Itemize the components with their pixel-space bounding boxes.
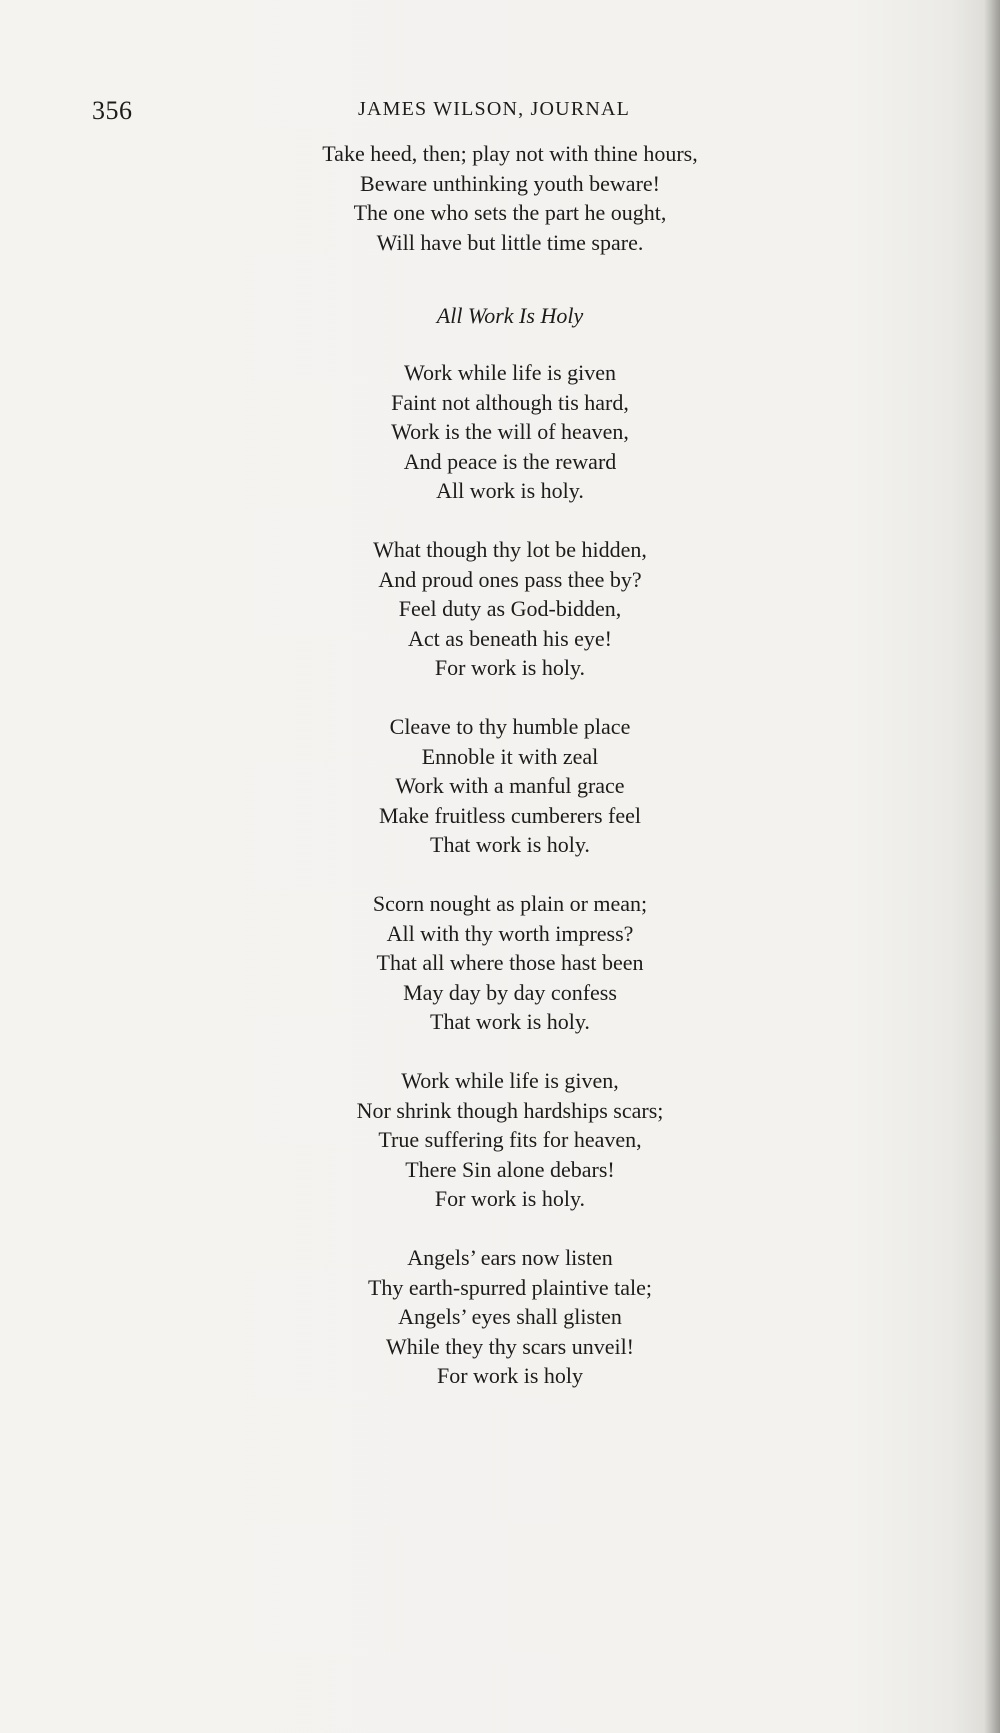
stanza-gap bbox=[200, 1037, 820, 1067]
page-number: 356 bbox=[92, 96, 133, 125]
poem-line: And peace is the reward bbox=[403, 448, 617, 474]
stanza bbox=[200, 1243, 820, 1391]
poem-line: May day by day confess bbox=[403, 979, 617, 1005]
poem-line: There Sin alone debars! bbox=[405, 1156, 615, 1182]
stanza-gap bbox=[200, 287, 820, 301]
poem-line: Make fruitless cumberers feel bbox=[378, 802, 642, 828]
poem-line: Beware unthinking youth beware! bbox=[360, 170, 660, 196]
stanza-gap bbox=[200, 683, 820, 713]
poem-line: All work is holy. bbox=[436, 478, 584, 503]
poem-line: Work with a manful grace bbox=[395, 773, 625, 798]
poem-line: Feel duty as God-bidden, bbox=[398, 596, 622, 621]
poem-line: Cleave to thy humble place bbox=[389, 714, 631, 739]
poem-line: Scorn nought as plain or mean; bbox=[372, 891, 648, 916]
intro-stanza bbox=[200, 139, 820, 257]
poem-line: Faint not although tis hard, bbox=[391, 389, 629, 415]
poem-line: The one who sets the part he ought, bbox=[353, 200, 667, 225]
poem-line: That work is holy. bbox=[430, 832, 590, 857]
poem-line: While they thy scars unveil! bbox=[385, 1333, 635, 1359]
poem-line: For work is holy bbox=[436, 1363, 584, 1388]
stanza bbox=[200, 889, 820, 1037]
poem-line: That work is holy. bbox=[430, 1009, 590, 1034]
stanza bbox=[200, 358, 820, 506]
stanza-gap bbox=[200, 1214, 820, 1244]
poem-line: Ennoble it with zeal bbox=[421, 743, 599, 769]
page-header bbox=[0, 96, 1000, 130]
running-head: JAMES WILSON, JOURNAL bbox=[358, 98, 631, 120]
poem-line: Work while life is given, bbox=[401, 1068, 619, 1093]
poem-line: Will have but little time spare. bbox=[376, 229, 644, 255]
poem-line: Work while life is given bbox=[403, 360, 617, 385]
poem-line: For work is holy. bbox=[434, 655, 586, 680]
poem-title: All Work Is Holy bbox=[436, 302, 584, 328]
poem-line: Angels’ ears now listen bbox=[407, 1245, 613, 1270]
title-gap bbox=[200, 330, 820, 344]
stanza-gap bbox=[200, 257, 820, 287]
poem-line: Thy earth-spurred plaintive tale; bbox=[367, 1274, 653, 1300]
poem-line: True suffering fits for heaven, bbox=[378, 1127, 642, 1152]
poem-line: Angels’ eyes shall glisten bbox=[398, 1304, 622, 1329]
title-gap bbox=[200, 344, 820, 358]
poem-line: Act as beneath his eye! bbox=[407, 625, 613, 651]
poem-line: What though thy lot be hidden, bbox=[373, 537, 647, 562]
poem-line: Work is the will of heaven, bbox=[391, 419, 629, 444]
poem-line: For work is holy. bbox=[434, 1186, 586, 1211]
poem-line: And proud ones pass thee by? bbox=[378, 566, 642, 592]
stanza-gap bbox=[200, 860, 820, 890]
stanza bbox=[200, 712, 820, 860]
poem-line: Take heed, then; play not with thine hours, bbox=[322, 141, 698, 166]
poem-text bbox=[200, 139, 820, 1391]
stanza bbox=[200, 535, 820, 683]
poem-line: All with thy worth impress? bbox=[386, 920, 634, 946]
poem-line: That all where those hast been bbox=[376, 950, 644, 975]
poem-line: Nor shrink though hardships scars; bbox=[356, 1097, 664, 1123]
page-edge-shadow bbox=[984, 0, 1000, 1733]
stanza bbox=[200, 1066, 820, 1214]
stanza-gap bbox=[200, 506, 820, 536]
